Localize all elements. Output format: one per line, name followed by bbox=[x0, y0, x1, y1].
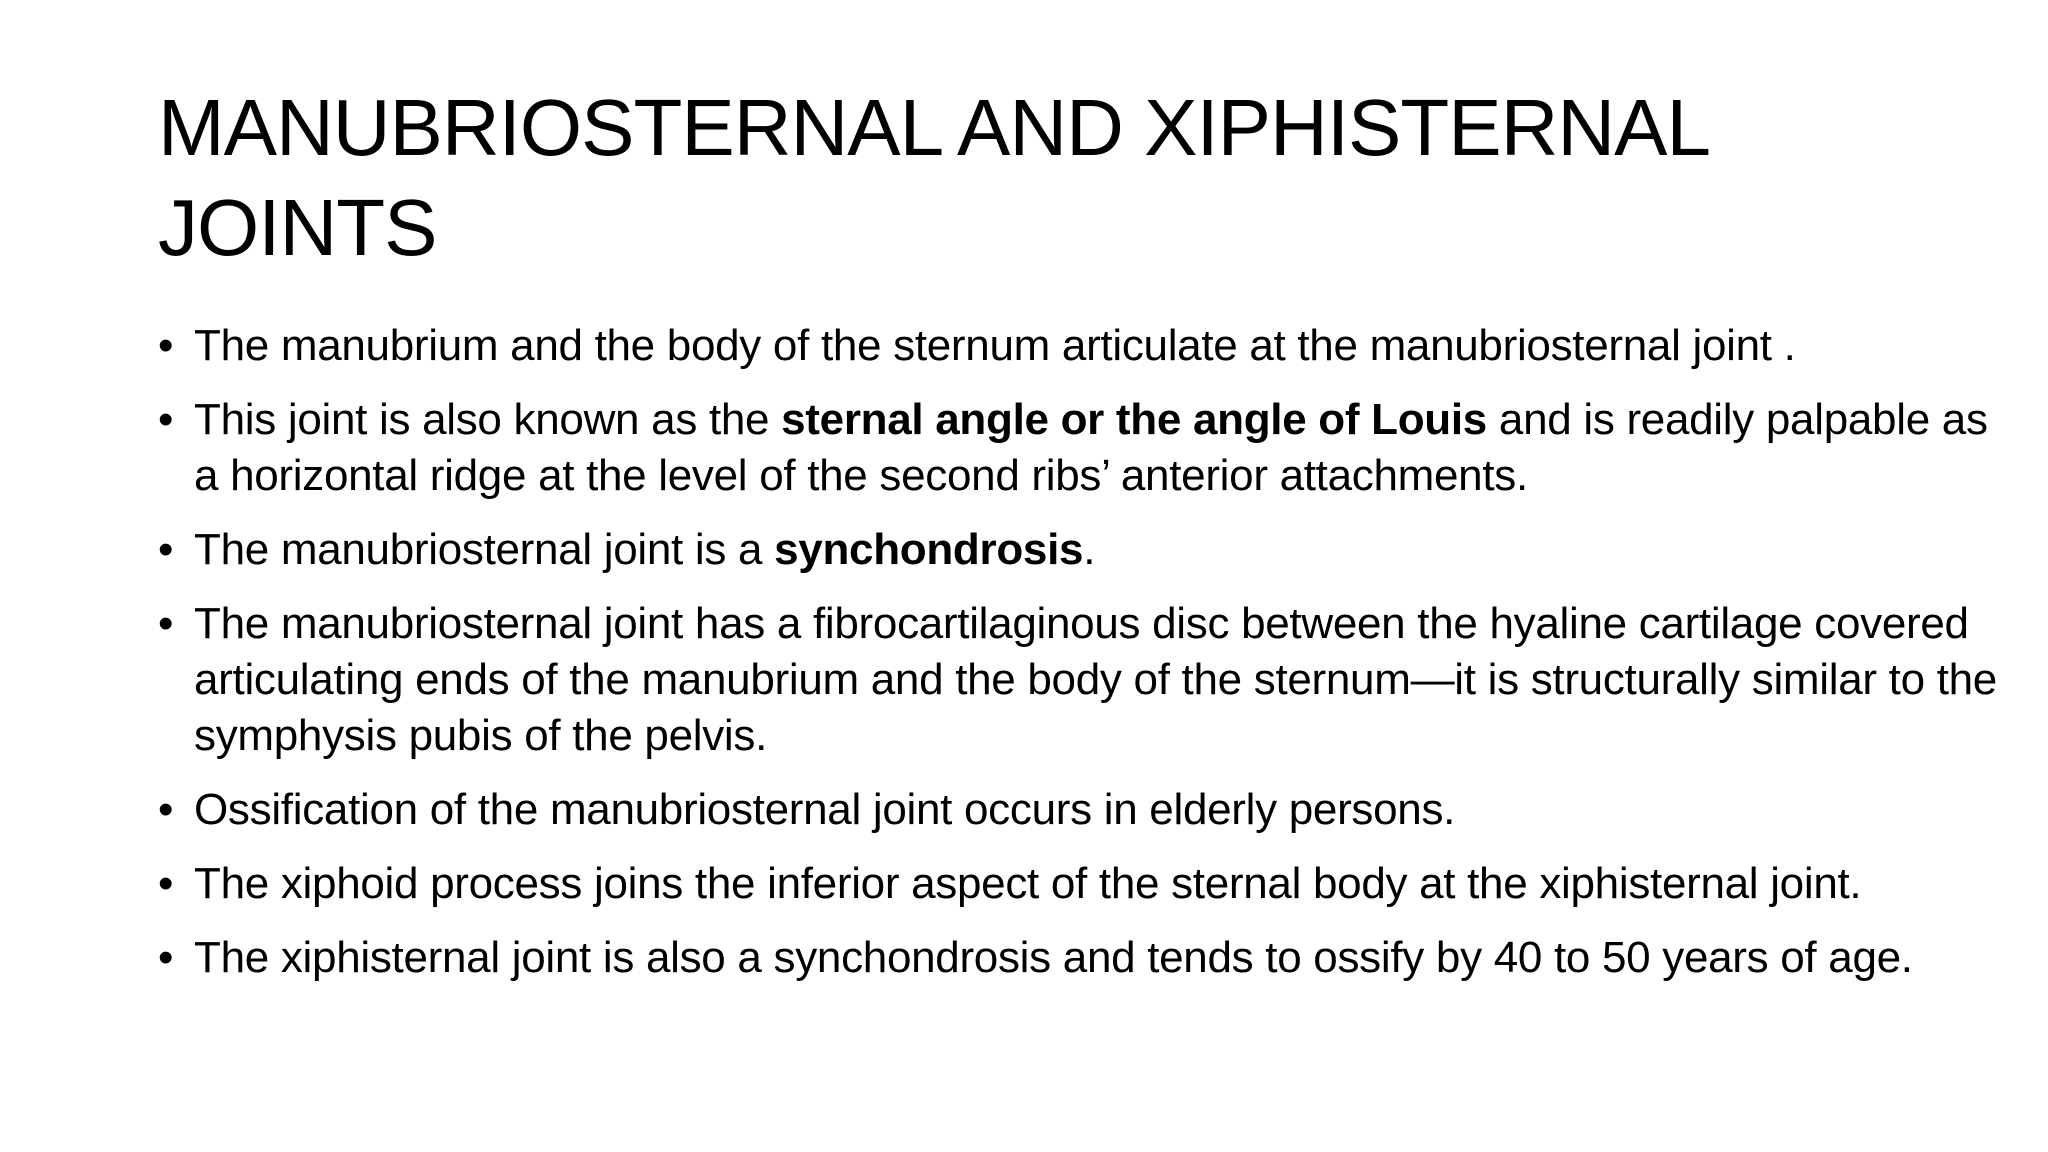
bullet-dot-icon: • bbox=[158, 395, 174, 444]
bullet-text-3-start: The manubriosternal joint is a bbox=[194, 525, 775, 574]
bullet-item-6 bbox=[158, 856, 2008, 912]
bullet-list bbox=[158, 318, 2008, 1004]
bullet-text-7: The xiphisternal joint is also a synchondrosis and tends to ossify by 40 to 50 years of age. bbox=[194, 933, 1913, 982]
bullet-text-2-bold: sternal angle or the angle of Louis bbox=[781, 395, 1487, 444]
bullet-item-3 bbox=[158, 522, 2008, 578]
bullet-text-4: The manubriosternal joint has a fibrocartilaginous disc between the hyaline cartilage covered articulating ends of the manubrium and the body of the sternum—it is structurally similar to the symphysis pubis of the pelvis. bbox=[194, 599, 1997, 760]
bullet-item-4 bbox=[158, 596, 2008, 764]
bullet-text-2-start: This joint is also known as the bbox=[194, 395, 782, 444]
bullet-dot-icon: • bbox=[158, 525, 174, 574]
bullet-text-2-end: and is readily palpable as a horizontal ridge at the level of the second ribs’ anterior attachments. bbox=[194, 395, 1988, 500]
bullet-text-5: Ossification of the manubriosternal joint occurs in elderly persons. bbox=[194, 785, 1456, 834]
bullet-text-3-bold: synchondrosis bbox=[774, 525, 1084, 574]
bullet-dot-icon: • bbox=[158, 321, 174, 370]
bullet-dot-icon: • bbox=[158, 933, 174, 982]
bullet-text-1: The manubrium and the body of the sternum articulate at the manubriosternal joint . bbox=[194, 321, 1796, 370]
bullet-item-5 bbox=[158, 782, 2008, 838]
bullet-dot-icon: • bbox=[158, 785, 174, 834]
slide-title bbox=[158, 78, 1918, 278]
bullet-dot-icon: • bbox=[158, 859, 174, 908]
slide-title-line1: MANUBRIOSTERNAL AND XIPHISTERNAL bbox=[158, 83, 1711, 172]
bullet-dot-icon: • bbox=[158, 599, 174, 648]
bullet-item-1 bbox=[158, 318, 2008, 374]
bullet-item-2 bbox=[158, 392, 2008, 504]
bullet-item-7 bbox=[158, 930, 2008, 986]
bullet-text-6: The xiphoid process joins the inferior aspect of the sternal body at the xiphisternal joint. bbox=[194, 859, 1862, 908]
bullet-text-3-end: . bbox=[1083, 525, 1096, 574]
slide-title-line2: JOINTS bbox=[158, 183, 437, 272]
